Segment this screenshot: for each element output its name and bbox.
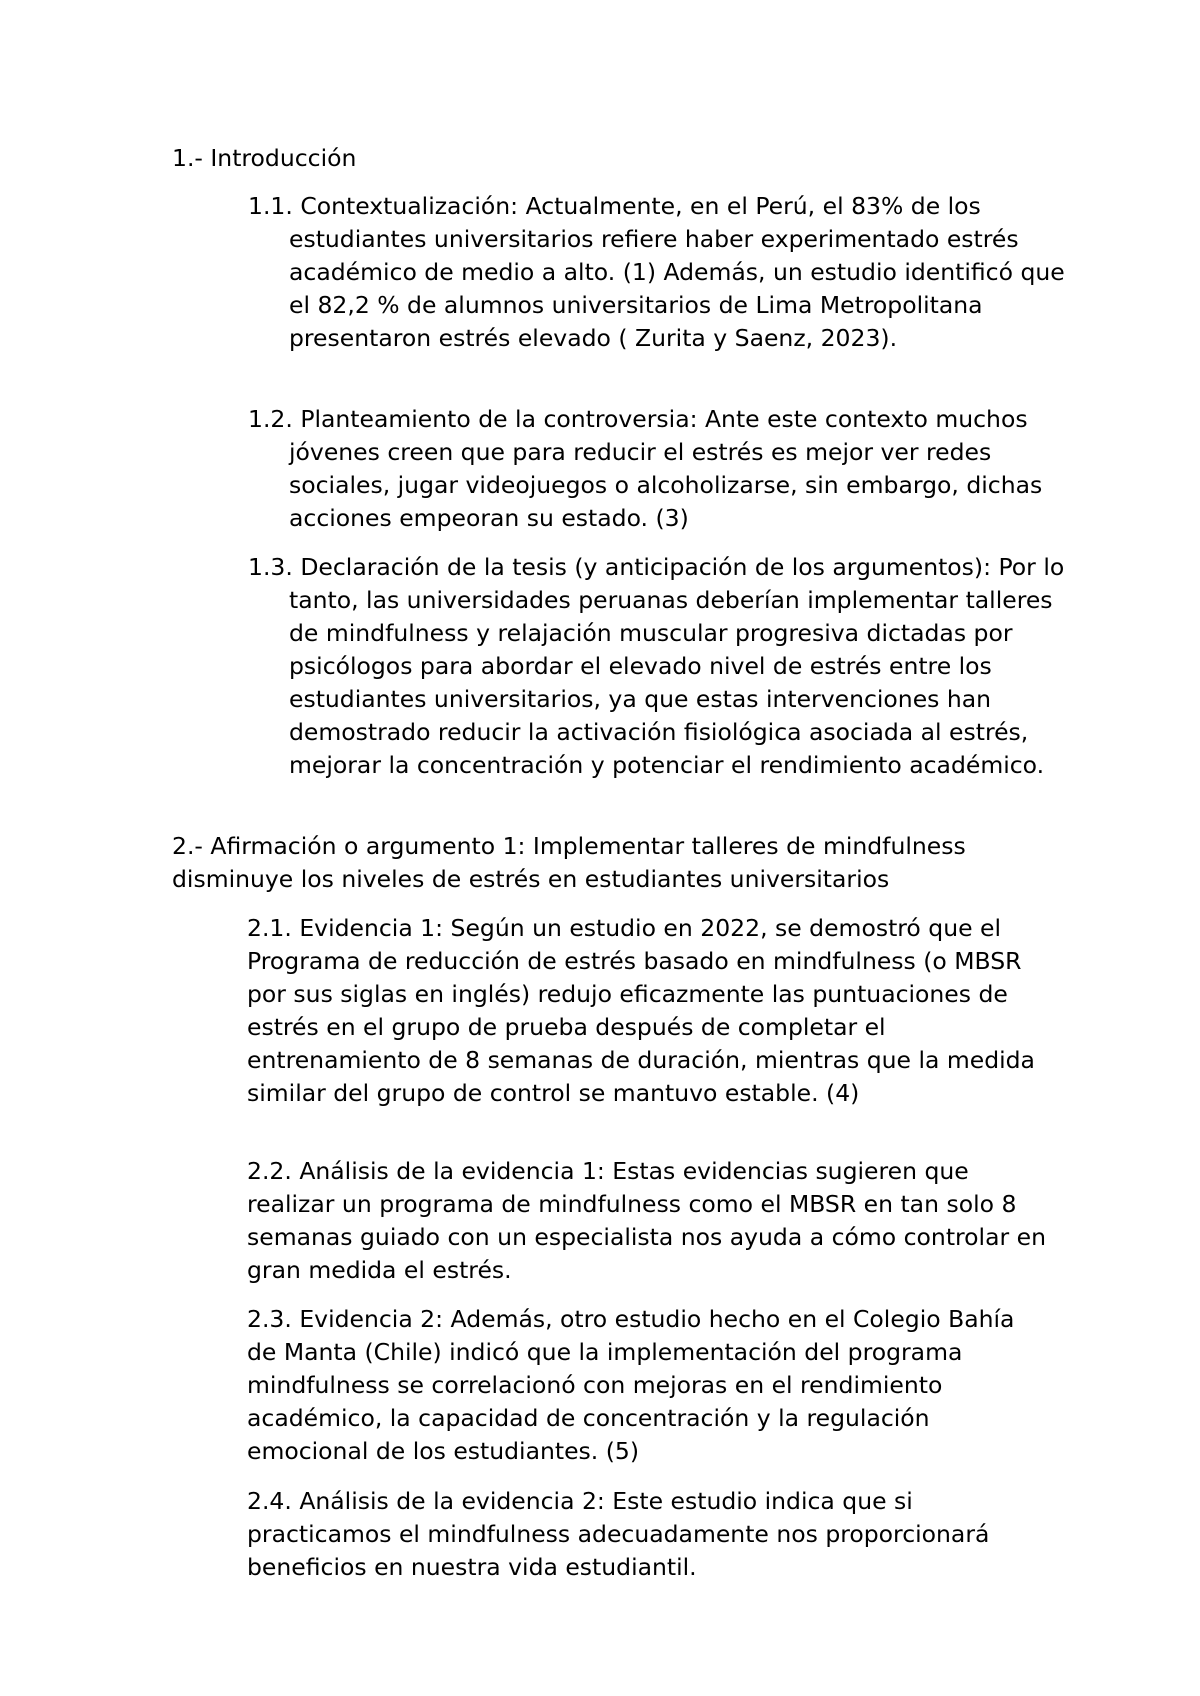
item-1-2-planteamiento: 1.2. Planteamiento de la controversia: Ante este contexto muchos jóvenes creen que para reducir el estrés es mejor ver redes sociales, jugar videojuegos o alcoholizarse, sin embargo, dichas acciones empeoran su estado. (3) [248, 405, 1043, 532]
item-2-1-evidencia-1: 2.1. Evidencia 1: Según un estudio en 2022, se demostró que el Programa de reducción de estrés basado en mindfulness (o MBSR por sus siglas en inglés) redujo eficazmente las puntuaciones de estrés en el grupo de prueba después de completar el entrenamiento de 8 semanas de duración, mientras que la medida similar del grupo de control se mantuvo estable. (4) [247, 914, 1035, 1107]
item-1-3-declaracion-tesis: 1.3. Declaración de la tesis (y anticipación de los argumentos): Por lo tanto, las universidades peruanas deberían implementar talleres de mindfulness y relajación muscular progresiva dictadas por psicólogos para abordar el elevado nivel de estrés entre los estudiantes universitarios, ya que estas intervenciones han demostrado reducir la activación fisiológica asociada al estrés, mejorar la concentración y potenciar el rendimiento académico. [248, 553, 1065, 779]
item-2-3-evidencia-2: 2.3. Evidencia 2: Además, otro estudio hecho en el Colegio Bahía de Manta (Chile) indicó que la implementación del programa mindfulness se correlacionó con mejoras en el rendimiento académico, la capacidad de concentración y la regulación emocional de los estudiantes. (5) [247, 1305, 1015, 1465]
section-1-heading: 1.- Introducción [172, 144, 357, 172]
item-2-2-analisis-evidencia-1: 2.2. Análisis de la evidencia 1: Estas evidencias sugieren que realizar un programa de mindfulness como el MBSR en tan solo 8 semanas guiado con un especialista nos ayuda a cómo controlar en gran medida el estrés. [247, 1157, 1046, 1284]
section-2-heading: 2.- Afirmación o argumento 1: Implementar talleres de mindfulness disminuye los niveles de estrés en estudiantes universitarios [172, 832, 966, 893]
item-1-1-contextualizacion: 1.1. Contextualización: Actualmente, en el Perú, el 83% de los estudiantes universitarios refiere haber experimentado estrés académico de medio a alto. (1) Además, un estudio identificó que el 82,2 % de alumnos universitarios de Lima Metropolitana presentaron estrés elevado ( Zurita y Saenz, 2023). [248, 192, 1065, 352]
item-2-4-analisis-evidencia-2: 2.4. Análisis de la evidencia 2: Este estudio indica que si practicamos el mindfulness adecuadamente nos proporcionará beneficios en nuestra vida estudiantil. [247, 1487, 990, 1581]
